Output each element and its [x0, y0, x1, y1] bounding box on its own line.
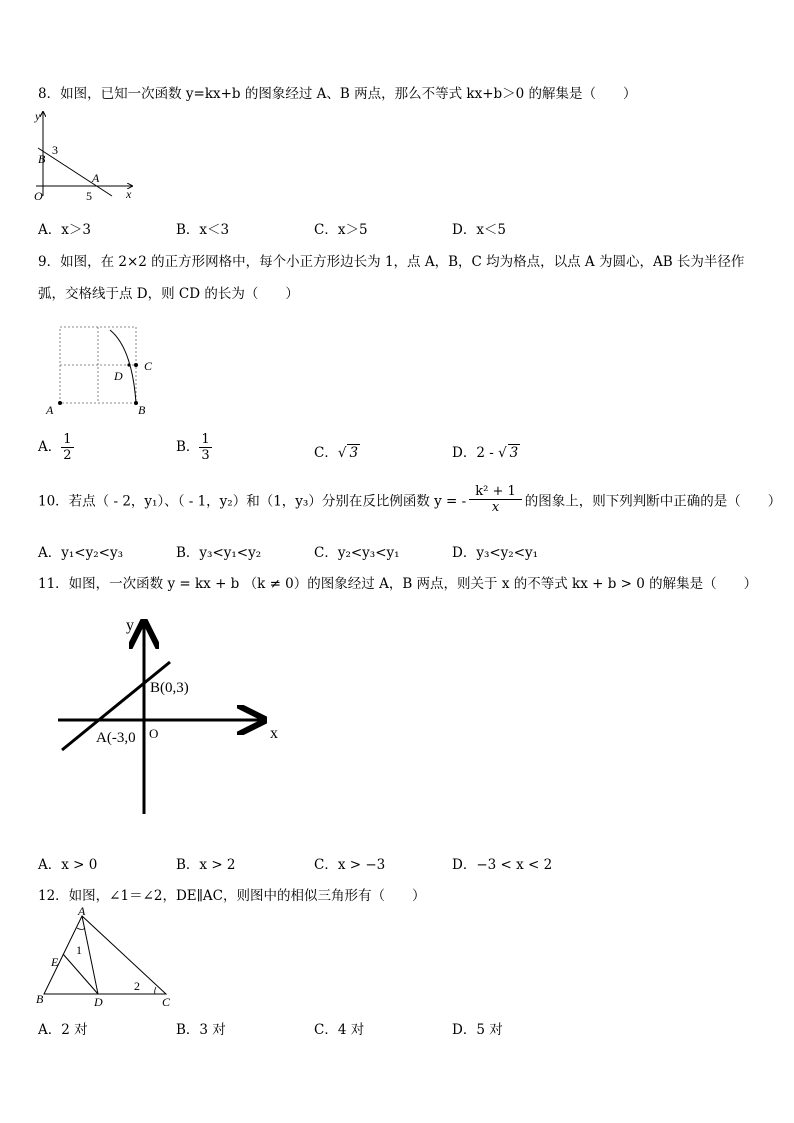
q11-label-o: O — [149, 726, 159, 741]
q8-figure — [30, 108, 140, 204]
q9-label-d: D — [114, 369, 123, 383]
q9-figure — [40, 318, 170, 418]
q11-figure — [50, 610, 290, 820]
q9-option-b-label: B． — [176, 439, 200, 455]
q11-label-a: A(-3,0 — [96, 730, 136, 746]
q11-option-c[interactable]: C．x > −3 — [314, 857, 386, 873]
question-8-stem: 8．如图，已知一次函数 y=kx+b 的图象经过 A、B 两点，那么不等式 kx+b＞0 的解集是（ ） — [38, 86, 637, 102]
q10-stem-post: 的图象上，则下列判断中正确的是（ ） — [524, 493, 782, 510]
q9-option-d-radicand: 3 — [509, 445, 519, 461]
q9-option-a-fraction: $\frac{1}{2}$ — [63, 432, 72, 463]
q12-option-b[interactable]: B．3 对 — [176, 1022, 226, 1038]
q8-option-b[interactable]: B．x＜3 — [176, 222, 230, 238]
q9-option-b[interactable] — [176, 432, 212, 463]
q12-triangle-abc — [44, 916, 166, 994]
q8-label-x: x — [126, 187, 132, 201]
q12-label-1: 1 — [76, 943, 82, 957]
q12-label-c: C — [162, 995, 171, 1009]
q12-label-b: B — [36, 992, 44, 1006]
q8-label-5: 5 — [86, 189, 92, 203]
question-11-stem: 11．如图，一次函数 y = kx + b （k ≠ 0）的图象经过 A，B 两点，则关于 x 的不等式 kx + b > 0 的解集是（ ） — [38, 576, 758, 592]
q8-option-c[interactable]: C．x＞5 — [314, 222, 368, 238]
q12-segment-de — [63, 954, 98, 994]
question-12-stem: 12．如图，∠1＝∠2，DE∥AC，则图中的相似三角形有（ ） — [38, 888, 426, 904]
q12-label-a: A — [78, 906, 86, 918]
q12-label-e: E — [51, 955, 59, 969]
q9-option-a[interactable] — [38, 432, 74, 463]
q8-option-a[interactable]: A．x＞3 — [38, 222, 91, 238]
q9-arc — [110, 330, 136, 403]
q12-angle-2-arc — [155, 987, 156, 994]
question-9-stem-line1: 9．如图，在 2×2 的正方形网格中，每个小正方形边长为 1，点 A，B，C 均为格点，以点 A 为圆心，AB 长为半径作 — [38, 254, 745, 270]
sqrt-icon: √ — [498, 445, 507, 461]
q12-figure — [34, 906, 180, 1010]
q10-option-b[interactable]: B．y₃<y₁<y₂ — [176, 545, 262, 561]
q12-angle-1-arc — [77, 928, 85, 930]
q9-option-d[interactable] — [452, 441, 520, 461]
q9-point-d — [127, 363, 130, 366]
q9-option-d-label: D．2 - — [452, 445, 499, 461]
q9-option-c-radicand: 3 — [349, 445, 359, 461]
q11-option-b[interactable]: B．x > 2 — [176, 857, 236, 873]
q8-label-b: B — [38, 152, 46, 166]
q12-option-c[interactable]: C．4 对 — [314, 1022, 365, 1038]
q8-line — [38, 148, 112, 196]
q12-option-d[interactable]: D．5 对 — [452, 1022, 503, 1038]
q10-option-a[interactable]: A．y₁<y₂<y₃ — [38, 545, 123, 561]
q12-segment-ad — [82, 916, 98, 994]
q9-option-b-fraction: $\frac{1}{3}$ — [201, 432, 210, 463]
q11-option-d[interactable]: D．−3 < x < 2 — [452, 857, 553, 873]
q8-option-d[interactable]: D．x＜5 — [452, 222, 507, 238]
q11-label-y: y — [126, 617, 134, 634]
q9-option-c[interactable] — [314, 441, 360, 461]
q8-label-y: y — [35, 109, 41, 123]
sqrt-icon: √ — [337, 445, 347, 461]
q11-label-b: B(0,3) — [150, 680, 189, 696]
q10-option-d[interactable]: D．y₃<y₂<y₁ — [452, 545, 539, 561]
q9-label-a: A — [46, 403, 54, 417]
q8-label-a: A — [92, 171, 100, 185]
question-10-stem — [38, 484, 781, 515]
q9-label-b: B — [138, 403, 146, 417]
q10-fraction: $\frac{\text{k² + 1}}{x}$ — [469, 484, 522, 515]
q10-stem-pre: 10．若点（ - 2，y₁）、（ - 1，y₂）和（1，y₃）分别在反比例函数 y = - — [38, 493, 467, 510]
question-9-stem-line2: 弧，交格线于点 D，则 CD 的长为（ ） — [38, 286, 299, 302]
q10-option-c[interactable]: C．y₂<y₃<y₁ — [314, 545, 400, 561]
q12-option-a[interactable]: A．2 对 — [38, 1022, 88, 1038]
q11-label-x: x — [270, 725, 278, 742]
q9-option-a-label: A． — [38, 439, 62, 455]
q12-label-d: D — [94, 995, 103, 1009]
q12-label-2: 2 — [134, 979, 140, 993]
q8-label-3: 3 — [52, 143, 58, 157]
q9-option-c-label: C． — [314, 445, 338, 461]
q9-label-c: C — [144, 359, 153, 373]
q9-point-a — [58, 401, 62, 405]
q11-option-a[interactable]: A．x > 0 — [38, 857, 98, 873]
q8-label-o: O — [34, 189, 43, 203]
q9-point-c — [134, 363, 138, 367]
